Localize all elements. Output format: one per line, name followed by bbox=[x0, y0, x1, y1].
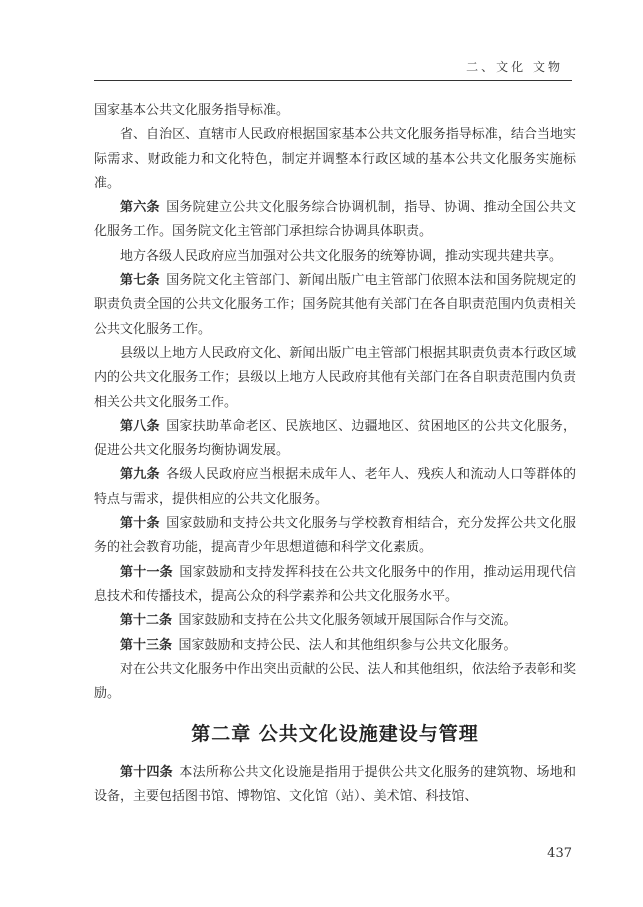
paragraph-text: 县级以上地方人民政府文化、新闻出版广电主管部门根据其职责负责本行政区域内的公共文化服务工作；县级以上地方人民政府其他有关部门在各自职责范围内负责相关公共文化服务工作。 bbox=[94, 345, 576, 410]
article-paragraph bbox=[94, 269, 576, 342]
paragraph-text: 本法所称公共文化设施是指用于提供公共文化服务的建筑物、场地和设备，主要包括图书馆、博物馆、文化馆（站）、美术馆、科技馆、 bbox=[94, 764, 576, 805]
paragraph-text: 国家基本公共文化服务指导标准。 bbox=[94, 103, 290, 118]
article-paragraph bbox=[94, 634, 576, 658]
paragraph-text: 对在公共文化服务中作出突出贡献的公民、法人和其他组织，依法给予表彰和奖励。 bbox=[94, 661, 576, 702]
paragraph bbox=[94, 123, 576, 196]
paragraph-text: 省、自治区、直辖市人民政府根据国家基本公共文化服务指导标准，结合当地实际需求、财政能力和文化特色，制定并调整本行政区域的基本公共文化服务实施标准。 bbox=[94, 127, 576, 191]
article-label: 第十一条 bbox=[120, 564, 173, 580]
paragraph bbox=[94, 658, 576, 707]
paragraph-text: 地方各级人民政府应当加强对公共文化服务的统筹协调，推动实现共建共享。 bbox=[120, 248, 563, 264]
article-paragraph bbox=[94, 196, 576, 245]
paragraph-text: 国家鼓励和支持在公共文化服务领域开展国际合作与交流。 bbox=[178, 613, 517, 629]
article-label: 第六条 bbox=[120, 200, 160, 216]
paragraph-text: 国务院建立公共文化服务综合协调机制，指导、协调、推动全国公共文化服务工作。国务院文化主管部门承担综合协调具体职责。 bbox=[94, 200, 576, 240]
paragraph-text: 国家鼓励和支持发挥科技在公共文化服务中的作用，推动运用现代信息技术和传播技术，提高公众的科学素养和公共文化服务水平。 bbox=[94, 564, 576, 604]
article-paragraph bbox=[94, 512, 576, 561]
article-label: 第七条 bbox=[120, 273, 160, 289]
article-paragraph bbox=[94, 561, 576, 610]
paragraph-text: 国家鼓励和支持公共文化服务与学校教育相结合，充分发挥公共文化服务的社会教育功能，提高青少年思想道德和科学文化素质。 bbox=[94, 516, 576, 556]
article-label: 第十条 bbox=[120, 516, 160, 532]
paragraph-text: 国务院文化主管部门、新闻出版广电主管部门依照本法和国务院规定的职责负责全国的公共文化服务工作；国务院其他有关部门在各自职责范围内负责相关公共文化服务工作。 bbox=[94, 273, 576, 337]
paragraph bbox=[94, 342, 576, 415]
page-number: 437 bbox=[547, 846, 572, 861]
paragraph-text: 国家鼓励和支持公民、法人和其他组织参与公共文化服务。 bbox=[178, 637, 517, 653]
paragraph-text: 国家扶助革命老区、民族地区、边疆地区、贫困地区的公共文化服务，促进公共文化服务均衡协调发展。 bbox=[94, 418, 576, 459]
article-paragraph bbox=[94, 463, 576, 512]
article-paragraph bbox=[94, 609, 576, 633]
article-label: 第十四条 bbox=[120, 764, 173, 780]
article-paragraph bbox=[94, 761, 576, 810]
article-label: 第八条 bbox=[120, 418, 160, 434]
header-divider bbox=[94, 80, 572, 81]
document-body bbox=[94, 99, 576, 809]
article-label: 第十二条 bbox=[120, 613, 173, 629]
paragraph-continuation bbox=[94, 99, 576, 123]
chapter-title: 第二章 公共文化设施建设与管理 bbox=[191, 723, 479, 746]
article-label: 第十三条 bbox=[120, 637, 173, 653]
paragraph-text: 各级人民政府应当根据未成年人、老年人、残疾人和流动人口等群体的特点与需求，提供相应的公共文化服务。 bbox=[94, 467, 576, 507]
paragraph bbox=[94, 245, 576, 269]
article-label: 第九条 bbox=[120, 467, 160, 483]
article-paragraph bbox=[94, 415, 576, 464]
running-header: 二、文化 文物 bbox=[466, 60, 563, 74]
